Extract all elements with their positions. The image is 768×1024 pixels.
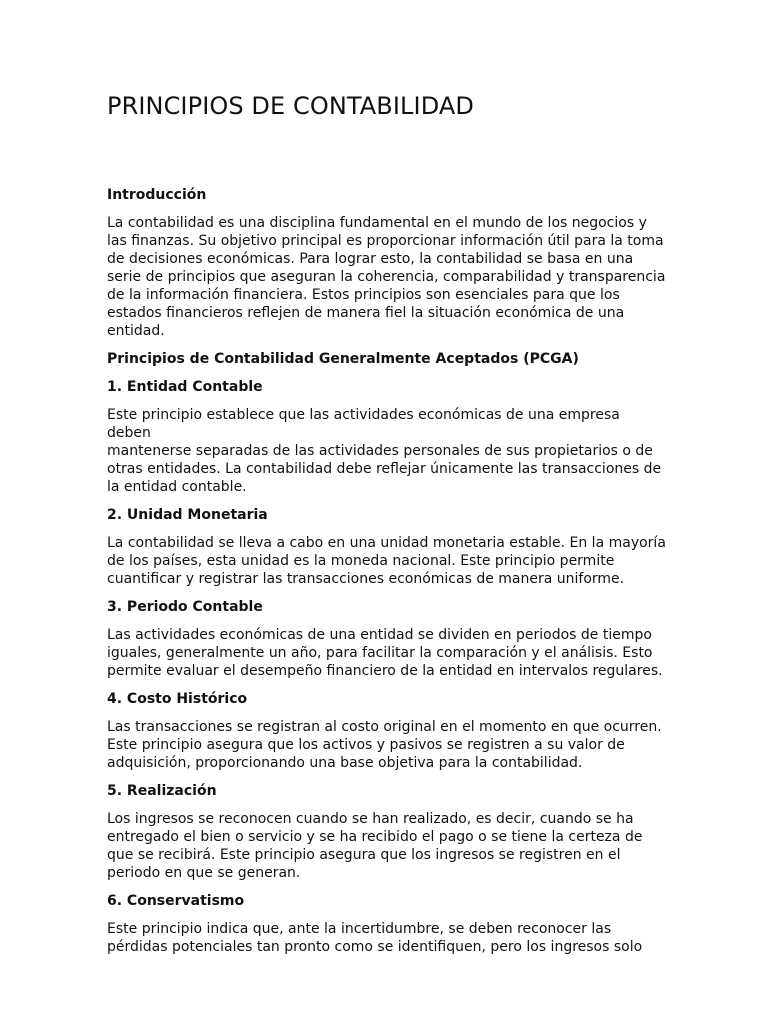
intro-heading: Introducción [107, 187, 207, 203]
document-title: PRINCIPIOS DE CONTABILIDAD [107, 92, 474, 120]
section-heading-entidad-contable: 1. Entidad Contable [107, 379, 263, 395]
section-heading-costo-historico: 4. Costo Histórico [107, 691, 248, 707]
section-heading-unidad-monetaria: 2. Unidad Monetaria [107, 507, 268, 523]
section-paragraph-unidad-monetaria: La contabilidad se lleva a cabo en una unidad monetaria estable. En la mayoría de los países, esta unidad es la moneda nacional. Este principio permite cuantificar y registrar las transacciones económicas de manera uniforme. [107, 535, 666, 587]
section-paragraph-costo-historico: Las transacciones se registran al costo original en el momento en que ocurren. Este principio asegura que los activos y pasivos se registren a su valor de adquisición, proporcionando una base objetiva para la contabilidad. [107, 719, 662, 771]
section-paragraph-entidad-contable: Este principio establece que las actividades económicas de una empresa deben mantenerse separadas de las actividades personales de sus propietarios o de otras entidades. La contabilidad debe reflejar únicamente las transacciones de la entidad contable. [107, 407, 662, 495]
section-paragraph-periodo-contable: Las actividades económicas de una entidad se dividen en periodos de tiempo iguales, generalmente un año, para facilitar la comparación y el análisis. Esto permite evaluar el desempeño financiero de la entidad en intervalos regulares. [107, 627, 663, 679]
section-paragraph-realizacion: Los ingresos se reconocen cuando se han realizado, es decir, cuando se ha entregado el bien o servicio y se ha recibido el pago o se tiene la certeza de que se recibirá. Este principio asegura que los ingresos se registren en el periodo en que se generan. [107, 811, 643, 881]
pcga-heading: Principios de Contabilidad Generalmente Aceptados (PCGA) [107, 351, 579, 367]
section-heading-realizacion: 5. Realización [107, 783, 217, 799]
section-heading-periodo-contable: 3. Periodo Contable [107, 599, 263, 615]
section-heading-conservatismo: 6. Conservatismo [107, 893, 245, 909]
section-paragraph-conservatismo: Este principio indica que, ante la incertidumbre, se deben reconocer las pérdidas potenciales tan pronto como se identifiquen, pero los ingresos solo [107, 921, 643, 955]
intro-paragraph: La contabilidad es una disciplina fundamental en el mundo de los negocios y las finanzas. Su objetivo principal es proporcionar información útil para la toma de decisiones económicas. Para lograr esto, la contabilidad se basa en una serie de principios que aseguran la coherencia, comparabilidad y transparencia de la información financiera. Estos principios son esenciales para que los estados financieros reflejen de manera fiel la situación económica de una entidad. [107, 215, 666, 339]
